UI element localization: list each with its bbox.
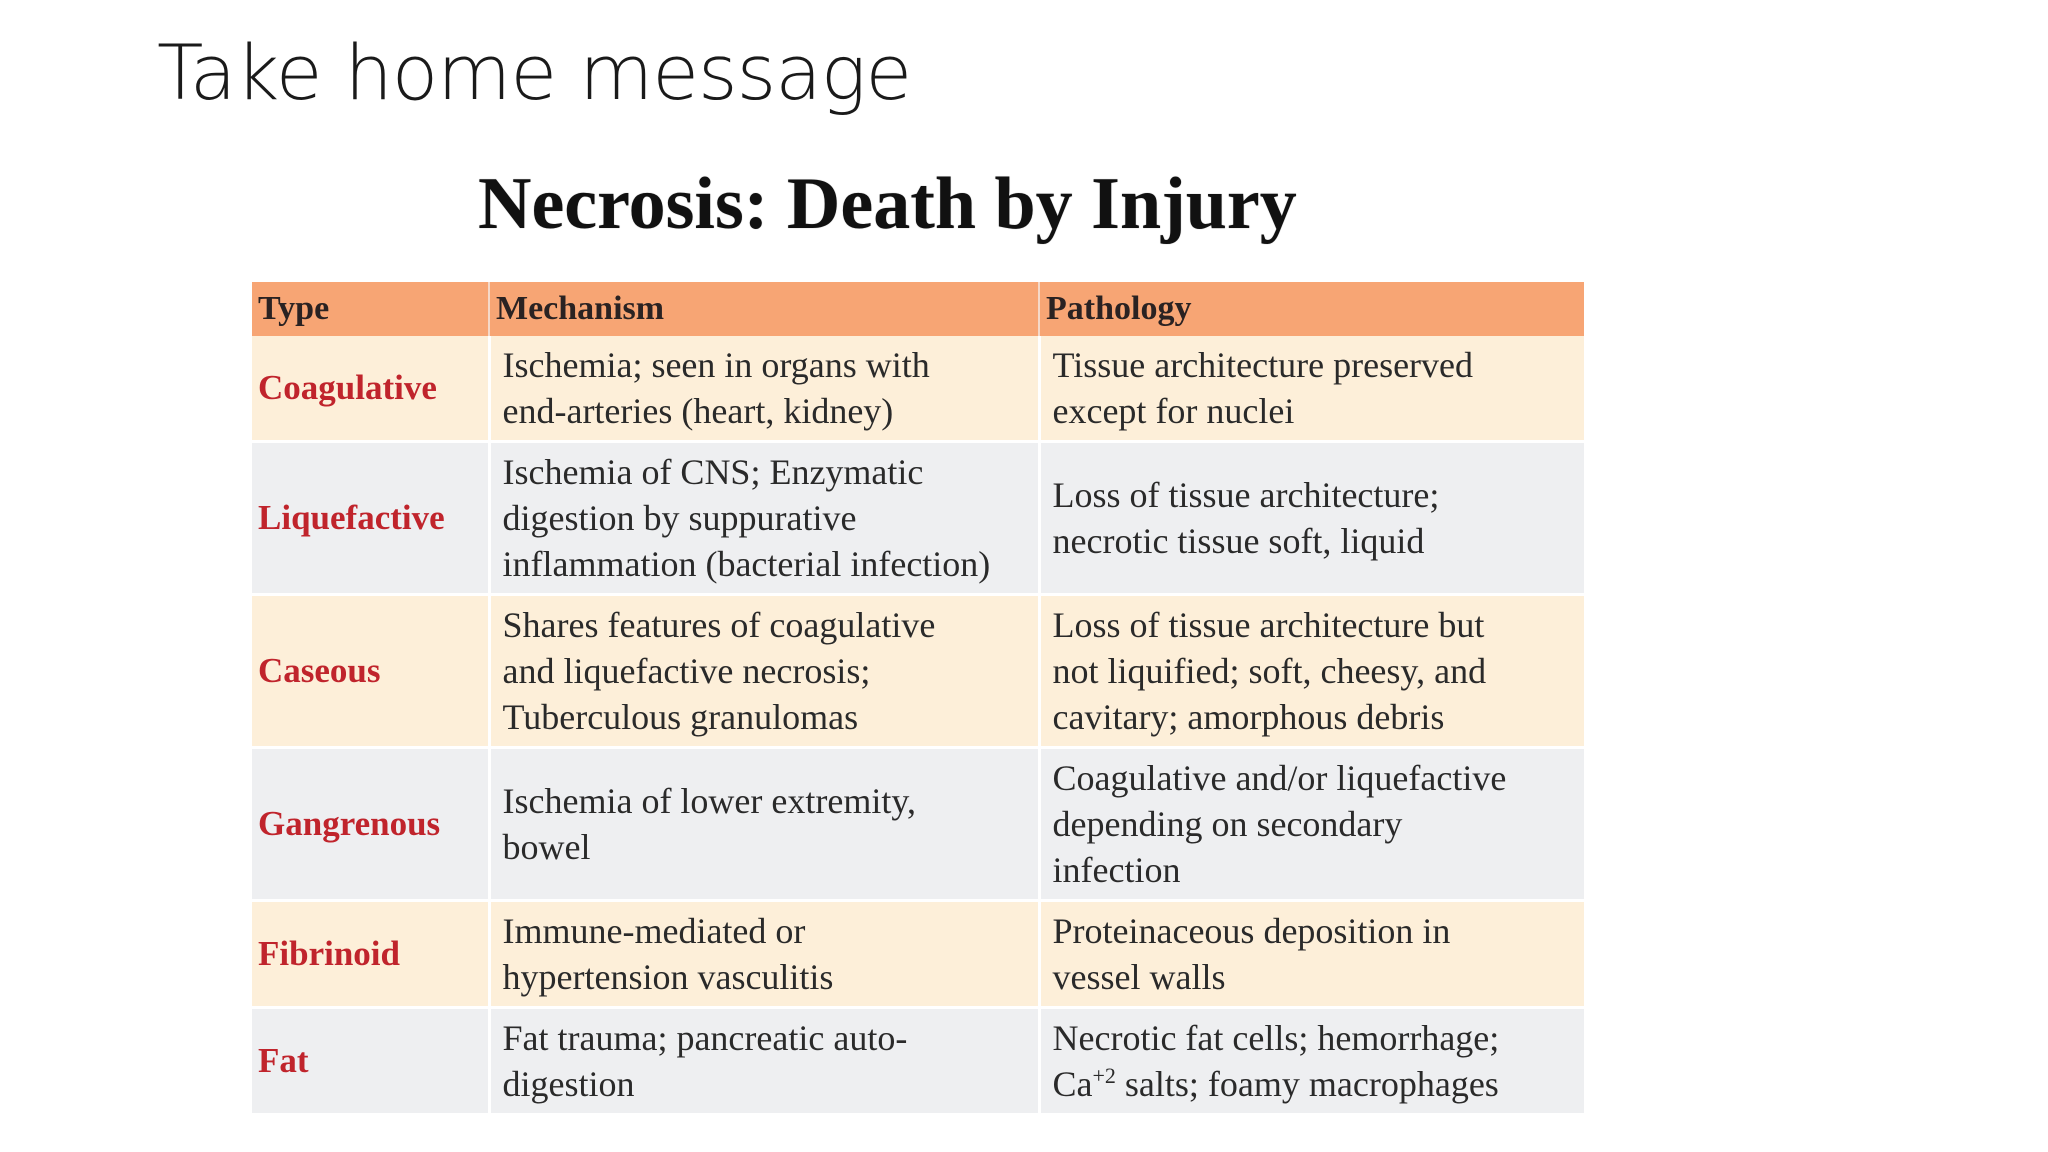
mechanism-cell: Shares features of coagulative and liquefactive necrosis; Tuberculous granulomas (489, 595, 1039, 748)
necrosis-table (252, 282, 1584, 1116)
pathology-line: Necrotic fat cells; hemorrhage; (1052, 1018, 1500, 1058)
type-cell: Gangrenous (252, 748, 489, 901)
figure-title: Necrosis: Death by Injury (478, 163, 1297, 245)
type-cell: Liquefactive (252, 442, 489, 595)
type-cell: Fibrinoid (252, 901, 489, 1008)
mechanism-cell: Ischemia; seen in organs with end-arteries (heart, kidney) (489, 336, 1039, 442)
pathology-cell: Tissue architecture preserved except for nuclei (1039, 336, 1584, 442)
header-mechanism: Mechanism (489, 282, 1039, 336)
table-row (252, 901, 1584, 1008)
mechanism-cell: Immune-mediated or hypertension vasculitis (489, 901, 1039, 1008)
mechanism-cell: Ischemia of lower extremity, bowel (489, 748, 1039, 901)
table-row (252, 748, 1584, 901)
pathology-cell: Coagulative and/or liquefactive depending on secondary infection (1039, 748, 1584, 901)
header-type: Type (252, 282, 489, 336)
table-header-row (252, 282, 1584, 336)
slide-title: Take home message (157, 28, 912, 117)
table-row (252, 336, 1584, 442)
pathology-cell: Loss of tissue architecture but not liquified; soft, cheesy, and cavitary; amorphous debris (1039, 595, 1584, 748)
type-cell: Coagulative (252, 336, 489, 442)
type-cell: Fat (252, 1008, 489, 1115)
pathology-cell: Loss of tissue architecture; necrotic tissue soft, liquid (1039, 442, 1584, 595)
type-cell: Caseous (252, 595, 489, 748)
charge-superscript: +2 (1092, 1063, 1116, 1088)
mechanism-cell: Fat trauma; pancreatic auto- digestion (489, 1008, 1039, 1115)
mechanism-cell: Ischemia of CNS; Enzymatic digestion by suppurative inflammation (bacterial infection) (489, 442, 1039, 595)
table-row (252, 442, 1584, 595)
pathology-line-suffix: salts; foamy macrophages (1115, 1064, 1499, 1104)
pathology-line-prefix: Ca (1052, 1064, 1093, 1104)
table-row (252, 595, 1584, 748)
table-row (252, 1008, 1584, 1115)
pathology-cell: Proteinaceous deposition in vessel walls (1039, 901, 1584, 1008)
header-pathology: Pathology (1039, 282, 1584, 336)
pathology-cell (1039, 1008, 1584, 1115)
